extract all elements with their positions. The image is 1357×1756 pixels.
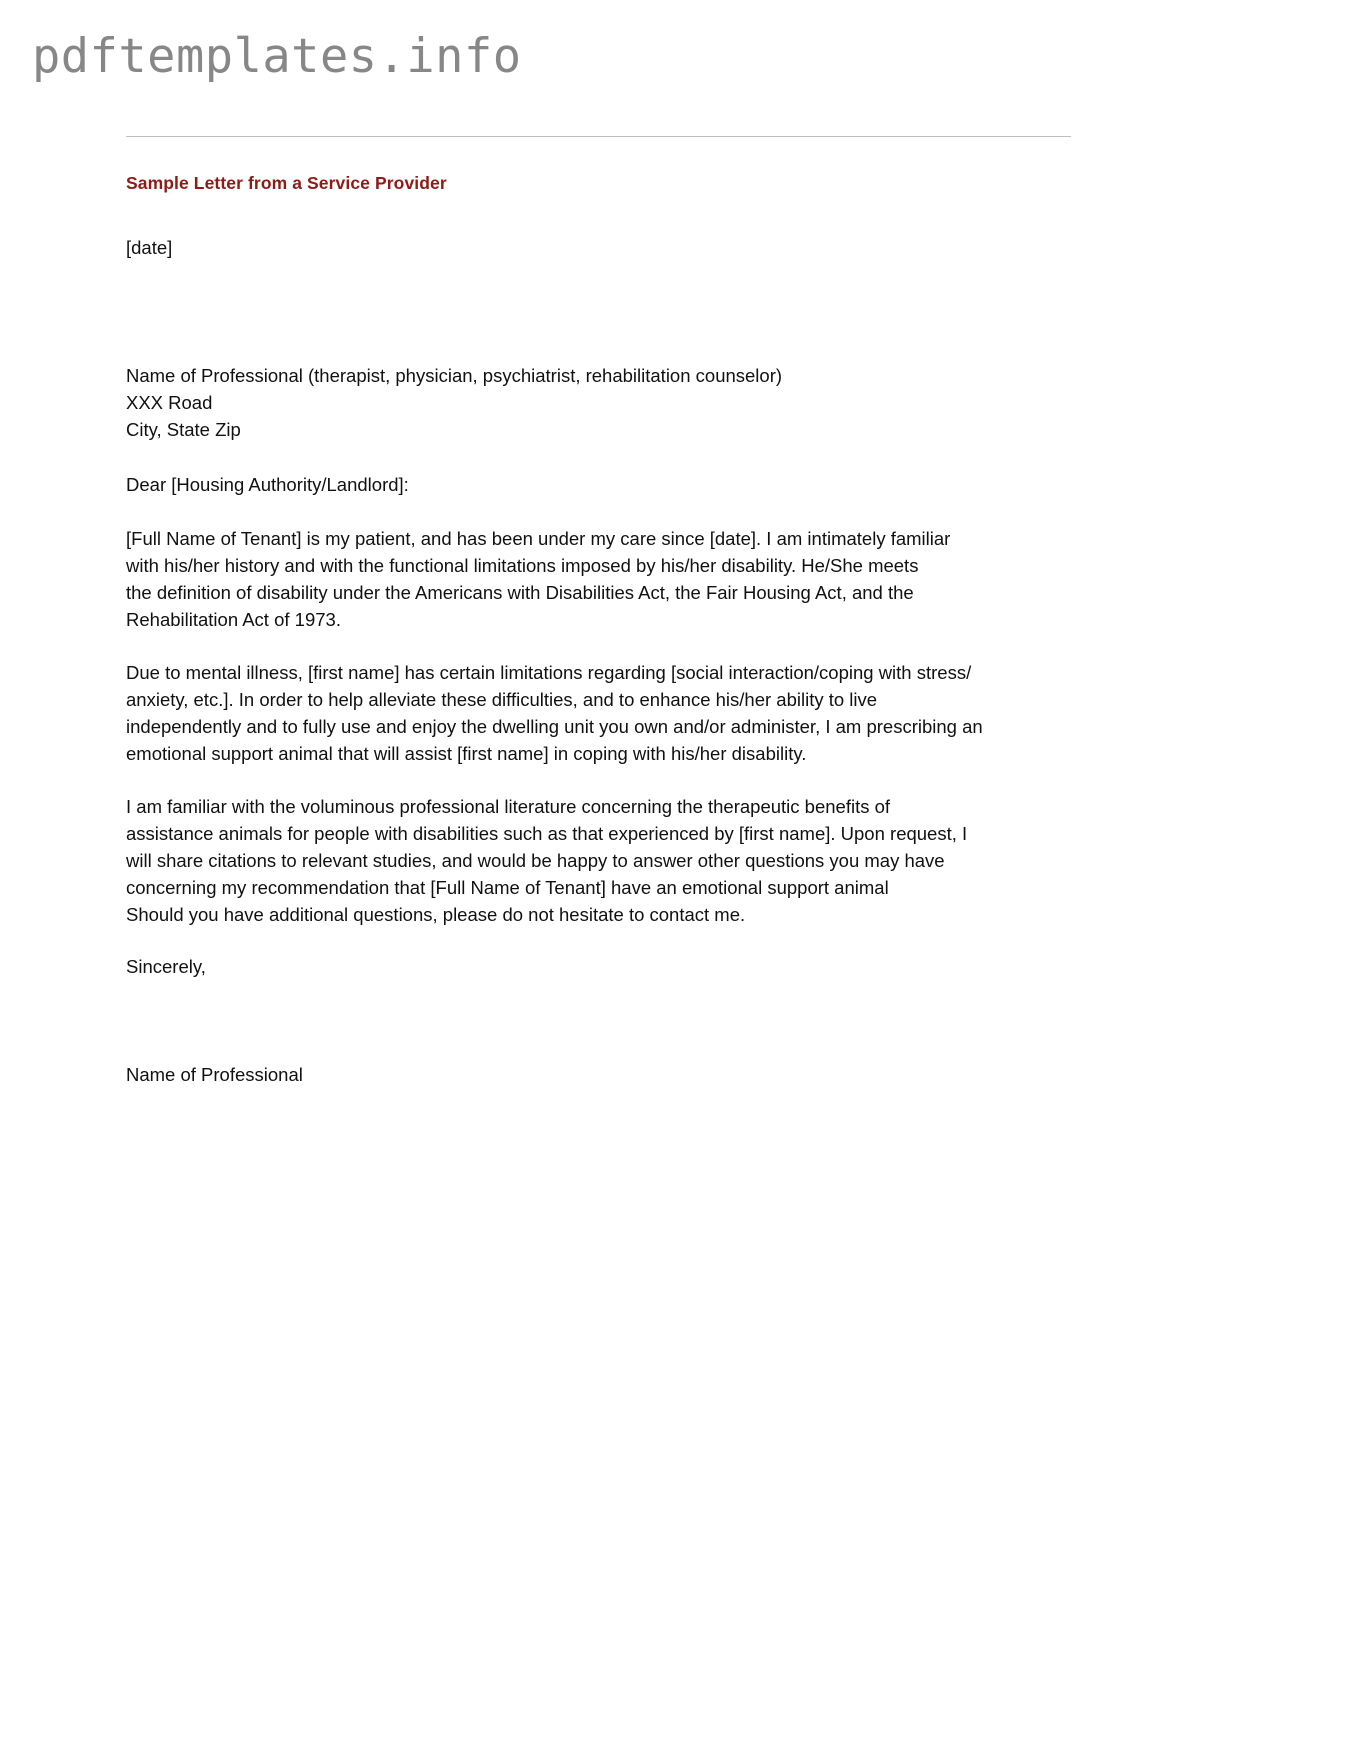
paragraph-3-line-3: will share citations to relevant studies, and would be happy to answer other questions you may have: [126, 849, 945, 871]
paragraph-3-line-5: Should you have additional questions, please do not hesitate to contact me.: [126, 903, 746, 925]
paragraph-1-line-4: Rehabilitation Act of 1973.: [126, 608, 341, 630]
recipient-line-2: XXX Road: [126, 391, 213, 413]
page-title: Sample Letter from a Service Provider: [126, 173, 447, 193]
date-field: [date]: [126, 236, 173, 258]
paragraph-3-line-2: assistance animals for people with disabilities such as that experienced by [first name]. Upon request, I: [126, 822, 968, 844]
paragraph-2-line-1: Due to mental illness, [first name] has certain limitations regarding [social interaction/coping with stress/: [126, 661, 972, 683]
salutation-line: Dear [Housing Authority/Landlord]:: [126, 473, 409, 495]
paragraph-1: [126, 525, 1076, 633]
closing-line: Sincerely,: [126, 955, 206, 977]
signature-name: Name of Professional: [126, 1064, 303, 1086]
paragraph-2-line-3: independently and to fully use and enjoy the dwelling unit you own and/or administer, I am prescribing an: [126, 715, 983, 737]
paragraph-2-line-4: emotional support animal that will assist [first name] in coping with his/her disability.: [126, 742, 807, 764]
paragraph-3-line-4: concerning my recommendation that [Full Name of Tenant] have an emotional support animal: [126, 876, 889, 898]
header-divider: [126, 136, 1071, 137]
letter-body: [126, 172, 1076, 1089]
paragraph-1-line-2: with his/her history and with the functional limitations imposed by his/her disability. He/She meets: [126, 554, 919, 576]
paragraph-1-line-1: [Full Name of Tenant] is my patient, and has been under my care since [date]. I am intimately familiar: [126, 527, 951, 549]
recipient-address-block: [126, 362, 1076, 444]
paragraph-1-line-3: the definition of disability under the Americans with Disabilities Act, the Fair Housing Act, and the: [126, 581, 914, 603]
paragraph-3-line-1: I am familiar with the voluminous professional literature concerning the therapeutic benefits of: [126, 795, 891, 817]
paragraph-2-line-2: anxiety, etc.]. In order to help alleviate these difficulties, and to enhance his/her ability to live: [126, 688, 878, 710]
recipient-line-1: Name of Professional (therapist, physician, psychiatrist, rehabilitation counselor): [126, 364, 783, 386]
paragraph-2: [126, 659, 1076, 767]
paragraph-3: [126, 793, 1076, 928]
recipient-line-3: City, State Zip: [126, 419, 241, 441]
site-watermark: pdftemplates.info: [32, 29, 522, 84]
